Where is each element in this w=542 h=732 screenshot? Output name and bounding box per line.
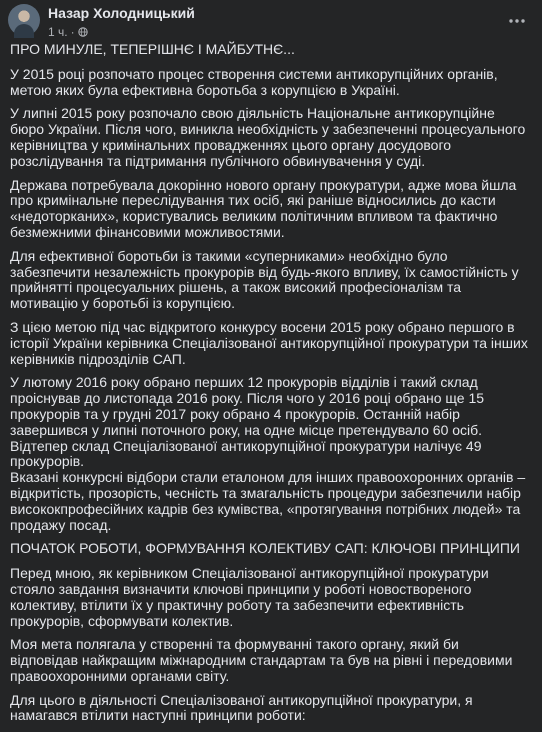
post-paragraph: Для цього в діяльності Спеціалізованої антикорупційної прокуратури, я намагався втілити наступні принципи роботи: — [10, 691, 473, 724]
post-paragraph-heading-past-present-future: ПРО МИНУЛЕ, ТЕПЕРІШНЄ І МАЙБУТНЄ... — [10, 41, 295, 57]
post-paragraph-heading-start-of-work: ПОЧАТОК РОБОТИ, ФОРМУВАННЯ КОЛЕКТИВУ САП: КЛЮЧОВІ ПРИНЦИПИ — [10, 540, 520, 557]
post-header — [0, 0, 542, 44]
post-paragraph: Перед мною, як керівником Спеціалізованої антикорупційної прокуратури стояло завдання визначити ключові принципи у роботі новоствореного колективу, втілити їх у практичну роботу та забезпечити ефективність прокурорів, сформувати колектив. — [10, 565, 489, 629]
post-paragraph: Моя мета полягала у створенні та формуванні такого органу, який би відповідав найкращим міжнародним стандартам та був на рівні і передовими правоохоронними органами світу. — [10, 636, 513, 684]
author-name[interactable]: Назар Холодницький — [48, 5, 195, 21]
author-avatar[interactable] — [8, 4, 40, 36]
globe-icon — [78, 27, 88, 37]
meta-separator: · — [70, 25, 75, 39]
more-options-button[interactable] — [506, 10, 528, 32]
post-meta — [48, 25, 88, 39]
post-paragraph: Для ефективної боротьби із такими «суперниками» необхідно було забезпечити незалежність прокурорів від будь-якого впливу, їх самостійність у прийнятті процесуальних рішень, а також високий професіоналізм та мотивацію у боротьбі із корупцією. — [10, 247, 519, 312]
post-paragraph: З цією метою під час відкритого конкурсу восени 2015 року обрано першого в історії України керівника Спеціалізованої антикорупційної прокуратури та інших керівників підрозділів САП. — [10, 318, 528, 367]
post-paragraph: У 2015 році розпочато процес створення системи антикорупційних органів, метою яких була ефективна боротьба з корупцією в Україні. — [10, 65, 498, 98]
post-paragraph: Держава потребувала докорінно нового органу прокуратури, адже мова йшла про кримінальне переслідування тих осіб, які раніше відносились до касти «недоторканих», користувались великим політичним впливом та фактично безмежними фінансовими можливостями. — [10, 176, 517, 240]
post-paragraph: У липні 2015 року розпочало свою діяльність Національне антикорупційне бюро України. Після чого, виникла необхідність у забезпеченні процесуального керівництва у кримінальних провадженнях цього органу досудового розслідування та підтримання публічного обвинувачення у суді. — [10, 105, 526, 169]
post-time[interactable]: 1 ч. — [48, 25, 68, 39]
more-options-icon — [509, 19, 525, 23]
post-text — [10, 42, 530, 732]
post-paragraph-multiline: У лютому 2016 року обрано перших 12 прокурорів відділів і такий склад проіснував до листопада 2016 року. Після чого у 2016 році обрано ще 15 прокурорів та у грудні 2017 року обрано 4 прокурорів. Останній набір завершився у липні поточного року, на одне місце претендувало 60 осіб. Відтепер склад Спеціалізованої антикорупційної прокуратури налічує 49 прокурорів. Вказані конкурсні відбори стали еталоном для інших правоохоронних органів – відкритість, прозорість, чесність та змагальність процедури забезпечили набір висококпрофесійних кадрів без кумівства, «протягування потрібних людей» та продажу посад. — [10, 374, 526, 533]
